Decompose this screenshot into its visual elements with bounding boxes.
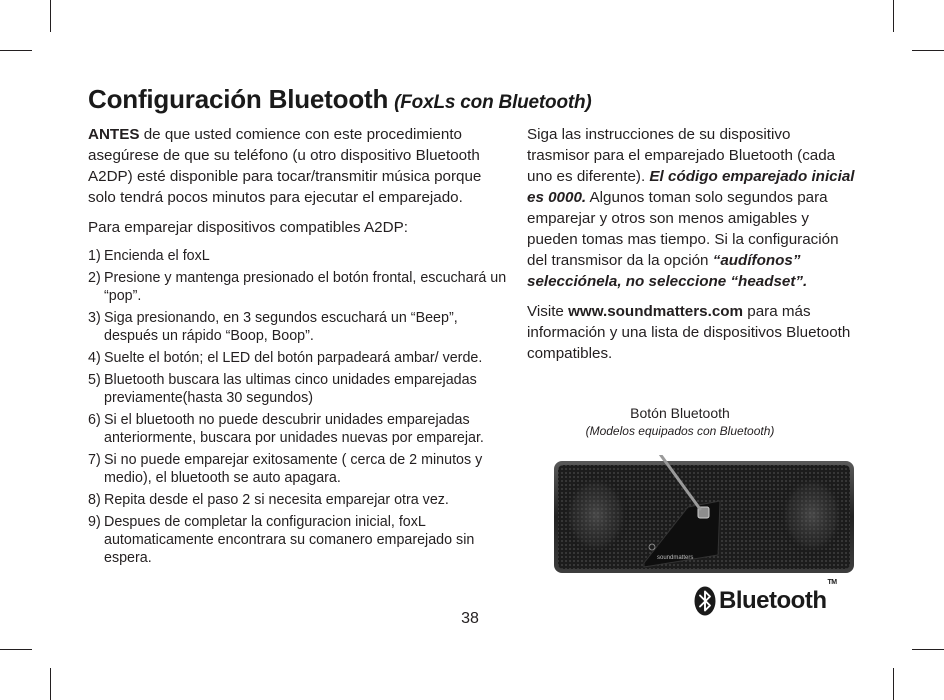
crop-mark xyxy=(0,649,32,650)
list-item xyxy=(88,309,508,345)
headphones-option-note: “audífonos” selecciónela, no seleccione “headset”. xyxy=(527,252,808,290)
visit-text-a: Visite xyxy=(527,303,569,320)
crop-mark xyxy=(893,0,894,32)
left-driver xyxy=(562,473,630,557)
visit-text-b: para más información y una lista de dispositivos Bluetooth compatibles. xyxy=(527,303,851,362)
trademark-symbol: TM xyxy=(827,579,837,586)
step-text: Siga presionando, en 3 segundos escuchará un “Beep”, después un rápido “Boop, Boop”. xyxy=(104,310,458,344)
crop-mark xyxy=(912,649,944,650)
list-item xyxy=(88,269,508,305)
steps-heading: Para emparejar dispositivos compatibles A2DP: xyxy=(88,219,408,236)
list-item xyxy=(88,247,508,265)
list-item xyxy=(88,371,508,407)
bluetooth-icon xyxy=(694,586,716,616)
right-driver xyxy=(778,473,846,557)
step-number: 8) xyxy=(88,492,101,508)
right-column xyxy=(527,124,857,373)
step-number: 4) xyxy=(88,350,101,366)
crop-mark xyxy=(50,668,51,700)
step-text: Encienda el foxL xyxy=(104,248,210,264)
list-item xyxy=(88,349,508,367)
pairing-code-note: El código emparejado inicial es 0000. xyxy=(527,168,855,206)
step-text: Bluetooth buscara las ultimas cinco unidades emparejadas previamente(hasta 30 segundos) xyxy=(104,372,477,406)
step-text: Presione y mantenga presionado el botón frontal, escuchará un “pop”. xyxy=(104,270,507,304)
intro-text: de que usted comience con este procedimiento asegúrese de que su teléfono (u otro dispositivo Bluetooth A2DP) esté disponible para tocar/transmitir música porque solo tendrá pocos minutos para ejecutar el emparejado. xyxy=(88,126,482,206)
step-text: Si el bluetooth no puede descubrir unidades emparejadas anteriormente, buscara por unidades nuevas por emparejar. xyxy=(104,412,484,446)
page-number: 38 xyxy=(461,610,479,627)
instructions-paragraph xyxy=(527,124,857,292)
step-number: 7) xyxy=(88,452,101,468)
figure-sublabel: (Modelos equipados con Bluetooth) xyxy=(585,424,775,438)
speaker-image xyxy=(548,455,860,583)
bluetooth-logo xyxy=(694,579,837,616)
intro-bold: ANTES xyxy=(88,126,140,143)
step-text: Suelte el botón; el LED del botón parpadeará ambar/ verde. xyxy=(104,350,483,366)
crop-mark xyxy=(893,668,894,700)
step-number: 3) xyxy=(88,310,101,326)
intro-paragraph xyxy=(88,124,508,208)
title-subtitle: (FoxLs con Bluetooth) xyxy=(394,92,592,113)
instructions-text-b: Algunos toman solo segundos para emparejar y otros son menos amigables y pueden tomas mas tiempo. Si la configuración del transmisor da la opción xyxy=(527,189,839,269)
bluetooth-word: Bluetooth xyxy=(719,587,827,614)
list-item xyxy=(88,451,508,487)
step-number: 9) xyxy=(88,514,101,530)
figure-label: Botón Bluetooth xyxy=(630,405,730,421)
list-item xyxy=(88,411,508,447)
title-main: Configuración Bluetooth xyxy=(88,84,389,114)
step-text: Despues de completar la configuracion inicial, foxL automaticamente encontrara su comanero emparejado sin espera. xyxy=(104,514,475,566)
step-number: 5) xyxy=(88,372,101,388)
step-number: 1) xyxy=(88,248,101,264)
website-link[interactable]: www.soundmatters.com xyxy=(568,303,744,320)
bluetooth-wordmark xyxy=(719,579,837,615)
step-text: Repita desde el paso 2 si necesita emparejar otra vez. xyxy=(104,492,449,508)
crop-mark xyxy=(0,50,32,51)
steps-list xyxy=(88,247,508,567)
step-number: 6) xyxy=(88,412,101,428)
instructions-text-a: Siga las instrucciones de su dispositivo trasmisor para el emparejado Bluetooth (cada uno es diferente). xyxy=(527,126,836,185)
left-column xyxy=(88,124,508,571)
list-item xyxy=(88,491,508,509)
brand-text: soundmatters xyxy=(657,555,694,561)
step-number: 2) xyxy=(88,270,101,286)
list-item xyxy=(88,513,508,567)
step-text: Si no puede emparejar exitosamente ( cerca de 2 minutos y medio), el bluetooth se auto apagara. xyxy=(104,452,483,486)
crop-mark xyxy=(50,0,51,32)
visit-paragraph xyxy=(527,301,857,364)
page-title xyxy=(88,84,592,115)
crop-mark xyxy=(912,50,944,51)
